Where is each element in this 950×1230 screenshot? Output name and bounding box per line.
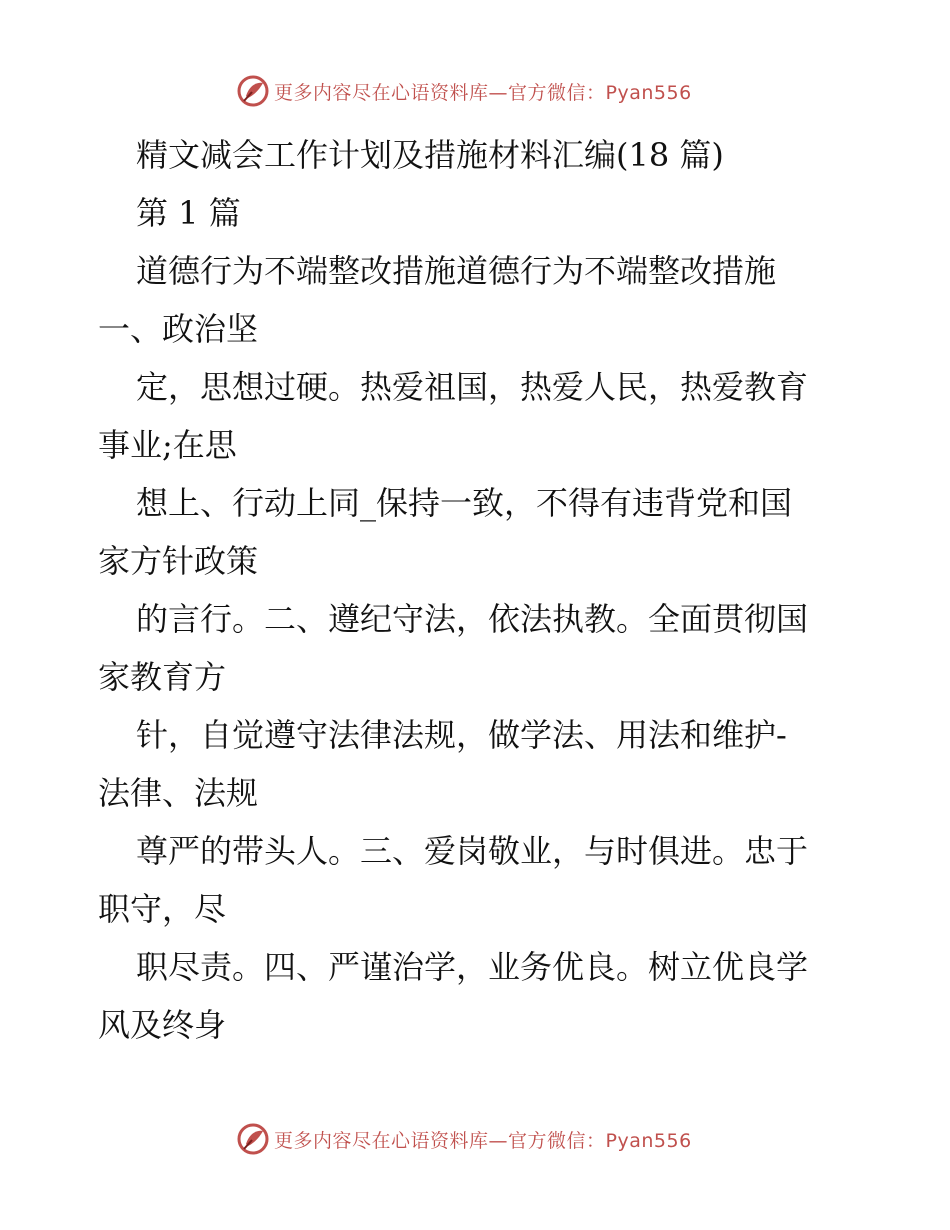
body-line: 定，思想过硬。热爱祖国，热爱人民，热爱教育 xyxy=(136,368,809,406)
body-line: 的言行。二、遵纪守法，依法执教。全面贯彻国 xyxy=(136,600,809,638)
banner-text xyxy=(274,1126,692,1153)
document-body xyxy=(98,126,858,1054)
body-line: 家教育方 xyxy=(98,658,227,696)
document-title: 精文减会工作计划及措施材料汇编(18 篇) xyxy=(136,136,724,174)
body-line: 法律、法规 xyxy=(98,774,259,812)
body-line: 家方针政策 xyxy=(98,542,259,580)
banner-separator: — xyxy=(488,1129,509,1152)
section-heading: 第 1 篇 xyxy=(136,194,241,232)
rose-quill-icon xyxy=(236,1122,270,1156)
body-line: 一、政治坚 xyxy=(98,310,259,348)
body-line: 风及终身 xyxy=(98,1006,227,1044)
body-line: 尊严的带头人。三、爱岗敬业，与时俱进。忠于 xyxy=(136,832,809,870)
site-name: 更多内容尽在心语资料库 xyxy=(274,81,489,104)
site-name: 更多内容尽在心语资料库 xyxy=(274,1129,489,1152)
body-line: 职尽责。四、严谨治学，业务优良。树立优良学 xyxy=(136,948,809,986)
footer-banner xyxy=(236,1122,692,1156)
body-line: 想上、行动上同_保持一致，不得有违背党和国 xyxy=(136,484,793,522)
body-line: 道德行为不端整改措施道德行为不端整改措施 xyxy=(136,252,777,290)
rose-quill-icon xyxy=(236,74,270,108)
header-banner xyxy=(236,74,692,108)
body-line: 事业;在思 xyxy=(98,426,237,464)
banner-separator: — xyxy=(488,81,509,104)
body-line: 针，自觉遵守法律法规，做学法、用法和维护- xyxy=(136,716,787,754)
wechat-contact: 官方微信：Pyan556 xyxy=(508,1129,692,1152)
wechat-contact: 官方微信：Pyan556 xyxy=(508,81,692,104)
body-line: 职守，尽 xyxy=(98,890,227,928)
banner-text xyxy=(274,78,692,105)
